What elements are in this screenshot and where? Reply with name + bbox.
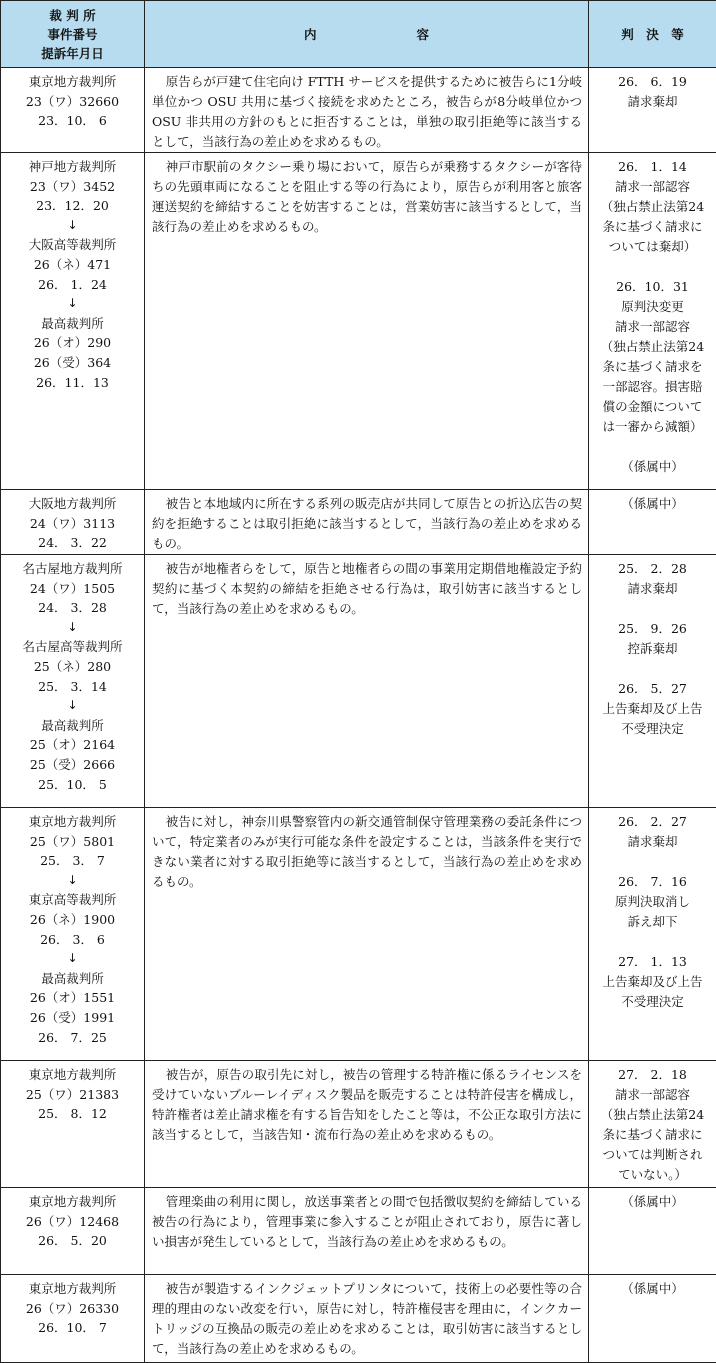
content-cell xyxy=(145,1061,589,1188)
result-line: 訴え却下 xyxy=(591,912,714,932)
result-line: 26．10．31 xyxy=(591,277,714,297)
court-line: 23（ワ）32660 xyxy=(3,92,142,112)
content-text: 被告が，原告の取引先に対し，被告の管理する特許権に係るライセンスを受けていないブルーレイディスク製品を販売することは特許侵害を構成し，特許権者は差止請求権を有する旨告知をしたこと等は，不公正な取引方法に該当するとして，当該告知・流布行為の差止めを求めるもの。 xyxy=(152,1065,582,1145)
court-line: 23（ワ）3452 xyxy=(3,177,142,197)
header-court-line1: 裁 判 所 xyxy=(1,6,144,25)
result-line: 27． 1．13 xyxy=(591,952,714,972)
result-line: （係属中） xyxy=(591,457,714,477)
court-line: 26（受）364 xyxy=(3,353,142,373)
court-line: 25（受）2666 xyxy=(3,755,142,775)
result-line: 上告棄却及び上告 xyxy=(591,972,714,992)
header-court xyxy=(1,1,145,68)
result-line: （係属中） xyxy=(591,1279,714,1299)
content-text: 被告が製造するインクジェットプリンタについて，技術上の必要性等の合理的理由のない改変を行い，原告に対し，特許権侵害を理由に，インクカートリッジの互換品の販売の差止めを求めることは，取引妨害に該当するとして，当該行為の差止めを求めるもの。 xyxy=(152,1279,582,1359)
header-content xyxy=(145,1,589,68)
result-line: 請求一部認容 xyxy=(591,317,714,337)
result-line: 27． 2．18 xyxy=(591,1065,714,1085)
result-line: 請求棄却 xyxy=(591,579,714,599)
result-line: 控訴棄却 xyxy=(591,639,714,659)
result-line: 26． 7．16 xyxy=(591,872,714,892)
result-line: 償の金額について xyxy=(591,397,714,417)
header-result xyxy=(589,1,716,68)
content-text: 被告と本地域内に所在する系列の販売店が共同して原告との折込広告の契約を拒絶することは取引拒絶に該当するとして，当該行為の差止めを求めるもの。 xyxy=(152,494,582,554)
result-line: 不受理決定 xyxy=(591,719,714,739)
header-court-line3: 提訴年月日 xyxy=(1,44,144,63)
content-cell xyxy=(145,808,589,1061)
table-row xyxy=(1,68,716,153)
content-cell xyxy=(145,1188,589,1275)
court-cell xyxy=(1,808,145,1061)
court-cell xyxy=(1,153,145,490)
court-line: 26（ワ）26330 xyxy=(3,1299,142,1319)
result-spacer xyxy=(591,852,714,872)
result-line: 請求棄却 xyxy=(591,92,714,112)
court-line: 大阪地方裁判所 xyxy=(3,494,142,514)
result-line: 請求一部認容 xyxy=(591,1085,714,1105)
content-cell xyxy=(145,1275,589,1363)
court-line: 26． 7．25 xyxy=(3,1028,142,1048)
court-line: 26．10． 7 xyxy=(3,1318,142,1338)
result-line: は一審から減額） xyxy=(591,417,714,437)
result-line: 26． 6．19 xyxy=(591,72,714,92)
result-line: （独占禁止法第24 xyxy=(591,1105,714,1125)
court-line: 最高裁判所 xyxy=(3,716,142,736)
result-line: 26． 2．27 xyxy=(591,812,714,832)
court-line: 24． 3．22 xyxy=(3,533,142,553)
result-line: （独占禁止法第24 xyxy=(591,337,714,357)
court-line: 26． 5．20 xyxy=(3,1231,142,1251)
court-cell xyxy=(1,555,145,808)
court-line: 東京高等裁判所 xyxy=(3,890,142,910)
result-line: ついては判断され xyxy=(591,1145,714,1165)
court-line: 24． 3．28 xyxy=(3,598,142,618)
result-line: 26． 5．27 xyxy=(591,679,714,699)
down-arrow-icon: ↓ xyxy=(3,871,142,891)
result-line: 条に基づく請求を xyxy=(591,357,714,377)
result-line: 原判決変更 xyxy=(591,297,714,317)
result-line: 25． 9．26 xyxy=(591,619,714,639)
court-line: 26．11．13 xyxy=(3,373,142,393)
court-line: 25（ワ）5801 xyxy=(3,832,142,852)
result-spacer xyxy=(591,659,714,679)
table-row xyxy=(1,490,716,555)
result-cell xyxy=(589,555,716,808)
result-line: 一部認容。損害賠 xyxy=(591,377,714,397)
court-line: 26（受）1991 xyxy=(3,1008,142,1028)
result-line: （係属中） xyxy=(591,494,714,514)
content-cell xyxy=(145,490,589,555)
table-row xyxy=(1,1061,716,1188)
content-text: 被告に対し，神奈川県警察管内の新交通管制保守管理業務の委託条件について，特定業者のみが実行可能な条件を設定することは，当該条件を実行できない業者に対する取引拒絶等に該当するとして，当該行為の差止めを求めるもの。 xyxy=(152,812,582,892)
court-line: 東京地方裁判所 xyxy=(3,1065,142,1085)
court-cell xyxy=(1,490,145,555)
court-line: 神戸地方裁判所 xyxy=(3,157,142,177)
result-line: 原判決取消し xyxy=(591,892,714,912)
court-line: 25． 3． 7 xyxy=(3,851,142,871)
court-line: 25． 8．12 xyxy=(3,1104,142,1124)
content-text: 神戸市駅前のタクシー乗り場において，原告らが乗務するタクシーが客待ちの先頭車両になることを阻止する等の行為により，原告らが利用客と旅客運送契約を締結することを妨害することは，営業妨害に該当するとして，当該行為の差止めを求めるもの。 xyxy=(152,157,582,237)
result-spacer xyxy=(591,932,714,952)
content-cell xyxy=(145,153,589,490)
court-line: 25． 3．14 xyxy=(3,677,142,697)
court-line: 24（ワ）3113 xyxy=(3,514,142,534)
table-row xyxy=(1,1275,716,1363)
court-line: 26． 3． 6 xyxy=(3,930,142,950)
result-line: 不受理決定 xyxy=(591,992,714,1012)
result-line: 25． 2．28 xyxy=(591,559,714,579)
court-line: 26（ネ）471 xyxy=(3,255,142,275)
court-line: 東京地方裁判所 xyxy=(3,72,142,92)
result-line: 条に基づく請求に xyxy=(591,1125,714,1145)
content-cell xyxy=(145,68,589,153)
court-line: 東京地方裁判所 xyxy=(3,1279,142,1299)
court-line: 大阪高等裁判所 xyxy=(3,235,142,255)
court-line: 25（ネ）280 xyxy=(3,657,142,677)
result-line: 26． 1．14 xyxy=(591,157,714,177)
content-text: 管理楽曲の利用に関し，放送事業者との間で包括徴収契約を締結している被告の行為により，管理事業に参入することが阻止されており，原告に著しい損害が発生しているとして，当該行為の差止めを求めるもの。 xyxy=(152,1192,582,1252)
court-cell xyxy=(1,1061,145,1188)
table-row xyxy=(1,1188,716,1275)
down-arrow-icon: ↓ xyxy=(3,618,142,638)
court-line: 23．12．20 xyxy=(3,196,142,216)
court-line: 26（ワ）12468 xyxy=(3,1212,142,1232)
court-line: 26（オ）1551 xyxy=(3,988,142,1008)
result-cell xyxy=(589,490,716,555)
court-line: 最高裁判所 xyxy=(3,314,142,334)
court-line: 東京地方裁判所 xyxy=(3,1192,142,1212)
court-line: 26（ネ）1900 xyxy=(3,910,142,930)
result-line: 請求一部認容 xyxy=(591,177,714,197)
table-row xyxy=(1,153,716,490)
content-cell xyxy=(145,555,589,808)
court-line: 25（オ）2164 xyxy=(3,735,142,755)
court-cell xyxy=(1,68,145,153)
court-line: 25．10． 5 xyxy=(3,775,142,795)
down-arrow-icon: ↓ xyxy=(3,696,142,716)
result-line: 上告棄却及び上告 xyxy=(591,699,714,719)
result-cell xyxy=(589,153,716,490)
result-cell xyxy=(589,808,716,1061)
result-cell xyxy=(589,1061,716,1188)
table-row xyxy=(1,555,716,808)
content-text: 被告が地権者らをして，原告と地権者らの間の事業用定期借地権設定予約契約に基づく本契約の締結を拒絶させる行為は，取引妨害に該当するとして，当該行為の差止めを求めるもの。 xyxy=(152,559,582,619)
result-line: ていない。） xyxy=(591,1165,714,1185)
result-line: ついては棄却） xyxy=(591,237,714,257)
court-line: 23．10． 6 xyxy=(3,111,142,131)
result-line: 条に基づく請求に xyxy=(591,217,714,237)
result-cell xyxy=(589,68,716,153)
court-line: 25（ワ）21383 xyxy=(3,1085,142,1105)
result-line: 請求棄却 xyxy=(591,832,714,852)
court-cell xyxy=(1,1275,145,1363)
header-result-label: 判決等 xyxy=(589,25,716,43)
result-cell xyxy=(589,1275,716,1363)
result-spacer xyxy=(591,257,714,277)
header-content-label: 内容 xyxy=(145,25,588,43)
court-line: 26（オ）290 xyxy=(3,333,142,353)
court-line: 名古屋地方裁判所 xyxy=(3,559,142,579)
court-cell xyxy=(1,1188,145,1275)
result-line: （独占禁止法第24 xyxy=(591,197,714,217)
down-arrow-icon: ↓ xyxy=(3,294,142,314)
content-text: 原告らが戸建て住宅向け FTTH サービスを提供するために被告らに1分岐単位かつ OSU 共用に基づく接続を求めたところ，被告らが8分岐単位かつ OSU 非共用の方針のもとに拒否することは，単独の取引拒絶等に該当するとして，当該行為の差止めを求めるもの。 xyxy=(152,72,582,152)
court-line: 最高裁判所 xyxy=(3,969,142,989)
result-cell xyxy=(589,1188,716,1275)
result-spacer xyxy=(591,599,714,619)
down-arrow-icon: ↓ xyxy=(3,216,142,236)
court-line: 26． 1．24 xyxy=(3,275,142,295)
header-court-line2: 事件番号 xyxy=(1,25,144,44)
court-line: 24（ワ）1505 xyxy=(3,579,142,599)
court-line: 東京地方裁判所 xyxy=(3,812,142,832)
court-line: 名古屋高等裁判所 xyxy=(3,637,142,657)
down-arrow-icon: ↓ xyxy=(3,949,142,969)
table-header-row xyxy=(1,1,716,68)
result-line: （係属中） xyxy=(591,1192,714,1212)
table-row xyxy=(1,808,716,1061)
result-spacer xyxy=(591,437,714,457)
